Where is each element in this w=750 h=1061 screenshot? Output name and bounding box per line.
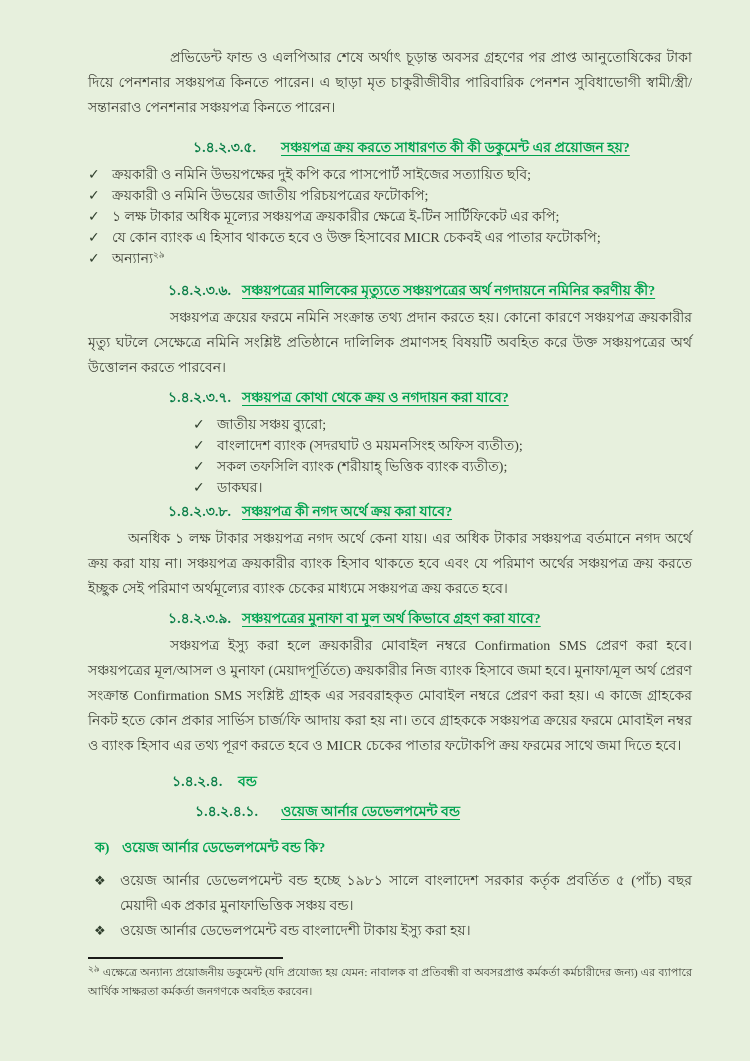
section-title: সঞ্চয়পত্রের মুনাফা বা মূল অর্থ কিভাবে গ্রহণ করা যাবে? bbox=[242, 612, 541, 627]
question-label: ক) bbox=[95, 841, 110, 856]
section-number: ১.৪.২.৩.৫. bbox=[193, 141, 256, 156]
checklist-item bbox=[193, 478, 692, 499]
footnote-marker: ২৯ bbox=[153, 249, 165, 260]
section-title: সঞ্চয়পত্র কোথা থেকে ক্রয় ও নগদায়ন করা যাবে? bbox=[242, 391, 509, 406]
check-icon: ✓ bbox=[88, 167, 100, 183]
bond-points-list bbox=[94, 869, 692, 944]
section-number: ১.৪.২.৪. bbox=[172, 775, 223, 790]
check-icon: ✓ bbox=[88, 230, 100, 246]
section-heading-1-4-2-3-7 bbox=[168, 387, 692, 411]
section-heading-1-4-2-4 bbox=[172, 771, 692, 795]
checklist-item bbox=[193, 457, 692, 478]
section-heading-1-4-2-3-8 bbox=[168, 501, 692, 525]
check-icon: ✓ bbox=[193, 438, 205, 454]
section-number: ১.৪.২.৩.৮. bbox=[168, 505, 231, 520]
question-line bbox=[95, 837, 692, 861]
checklist-item-text bbox=[112, 249, 165, 270]
section-number: ১.৪.২.৩.৭. bbox=[168, 391, 231, 406]
section-title: সঞ্চয়পত্র কী নগদ অর্থে ক্রয় করা যাবে? bbox=[242, 505, 453, 520]
section-heading-1-4-2-3-9 bbox=[168, 608, 692, 632]
checklist-item bbox=[193, 415, 692, 436]
section-title: ওয়েজ আর্নার ডেভেলপমেন্ট বন্ড bbox=[281, 805, 461, 820]
required-documents-checklist bbox=[88, 165, 692, 270]
check-icon: ✓ bbox=[193, 480, 205, 496]
checklist-item bbox=[88, 165, 692, 186]
footnote-marker: ২৯ bbox=[88, 963, 100, 974]
checklist-item bbox=[88, 186, 692, 207]
checklist-item bbox=[88, 249, 692, 270]
diamond-bullet-icon: ❖ bbox=[94, 874, 106, 889]
section-heading-1-4-2-4-1 bbox=[195, 801, 692, 825]
checklist-item-text: যে কোন ব্যাংক এ হিসাব থাকতে হবে ও উক্ত হিসাবের MICR চেকবই এর পাতার ফটোকপি; bbox=[112, 231, 601, 246]
footnote bbox=[88, 964, 692, 1002]
list-item-text: ওয়েজ আর্নার ডেভেলপমেন্ট বন্ড বাংলাদেশী টাকায় ইস্যু করা হয়। bbox=[120, 924, 471, 939]
list-item bbox=[94, 869, 692, 919]
check-icon: ✓ bbox=[88, 209, 100, 225]
checklist-item bbox=[88, 207, 692, 228]
checklist-item-text: সকল তফসিলি ব্যাংক (শরীয়াহ্‌ ভিত্তিক ব্যাংক ব্যতীত); bbox=[217, 460, 508, 475]
section-number: ১.৪.২.৩.৬. bbox=[168, 284, 231, 299]
check-icon: ✓ bbox=[88, 251, 100, 267]
list-item-text: ওয়েজ আর্নার ডেভেলপমেন্ট বন্ড হচ্ছে ১৯৮১ সালে বাংলাদেশ সরকার কর্তৃক প্রবর্তিত ৫ (পাঁচ) বছর মেয়াদী এক প্রকার মুনাফাভিত্তিক সঞ্চয় বন্ড। bbox=[120, 874, 692, 914]
question-text: ওয়েজ আর্নার ডেভেলপমেন্ট বন্ড কি? bbox=[122, 841, 326, 856]
check-icon: ✓ bbox=[88, 188, 100, 204]
checklist-item-label: অন্যান্য bbox=[112, 252, 154, 267]
checklist-item-text: ডাকঘর। bbox=[217, 481, 263, 496]
section-heading-1-4-2-3-6 bbox=[168, 280, 692, 304]
checklist-item-text: ক্রয়কারী ও নমিনি উভয়ের জাতীয় পরিচয়পত্রের ফটোকপি; bbox=[112, 189, 429, 204]
nominee-paragraph: সঞ্চয়পত্র ক্রয়ের ফরমে নমিনি সংক্রান্ত তথ্য প্রদান করতে হয়। কোনো কারণে সঞ্চয়পত্র ক্রয়কারীর মৃত্যু ঘটলে সেক্ষেত্রে নমিনি সংশ্লিষ্ট প্রতিষ্ঠানে দালিলিক প্রমাণসহ বিষয়টি অবহিত করে উক্ত সঞ্চয়পত্রের অর্থ উত্তোলন করতে পারবেন। bbox=[88, 311, 692, 376]
intro-paragraph: প্রভিডেন্ট ফান্ড ও এলপিআর শেষে অর্থাৎ চূড়ান্ত অবসর গ্রহণের পর প্রাপ্ত আনুতোষিকের টাকা দিয়ে পেনশনার সঞ্চয়পত্র কিনতে পারেন। এ ছাড়া মৃত চাকুরীজীবীর পারিবারিক পেনশন সুবিধাভোগী স্বামী/স্ত্রী/সন্তানরাও পেনশনার সঞ্চয়পত্র কিনতে পারেন। bbox=[88, 51, 692, 116]
check-icon: ✓ bbox=[193, 459, 205, 475]
checklist-item-text: ১ লক্ষ টাকার অধিক মূল্যের সঞ্চয়পত্র ক্রয়কারীর ক্ষেত্রে ই-টিন সার্টিফিকেট এর কপি; bbox=[112, 210, 560, 225]
diamond-bullet-icon: ❖ bbox=[94, 924, 106, 939]
footnote-text: এক্ষেত্রে অন্যান্য প্রয়োজনীয় ডকুমেন্ট (যদি প্রযোজ্য হয় যেমন: নাবালক বা প্রতিবন্ধী বা অবসরপ্রাপ্ত কর্মকর্তা কর্মচারীদের জন্য) এর ব্যাপারে আর্থিক সাক্ষরতা কর্মকর্তা জনগণকে অবহিত করবেন। bbox=[88, 967, 692, 998]
checklist-item-text: বাংলাদেশ ব্যাংক (সদরঘাট ও ময়মনসিংহ অফিস ব্যতীত); bbox=[217, 439, 523, 454]
checklist-item bbox=[193, 436, 692, 457]
section-number: ১.৪.২.৪.১. bbox=[195, 805, 258, 820]
list-item bbox=[94, 919, 692, 944]
footnote-divider bbox=[88, 957, 283, 959]
cash-purchase-paragraph: অনধিক ১ লক্ষ টাকার সঞ্চয়পত্র নগদ অর্থে কেনা যায়। এর অধিক টাকার সঞ্চয়পত্র বর্তমানে নগদ অর্থে ক্রয় করা যায় না। সঞ্চয়পত্র ক্রয়কারীর ব্যাংক হিসাব থাকতে হবে এবং যে পরিমাণ অর্থের সঞ্চয়পত্র ক্রয় করতে ইচ্ছুক সেই পরিমাণ অর্থমূল্যের ব্যাংক চেকের মাধ্যমে সঞ্চয়পত্র ক্রয় করতে হবে। bbox=[88, 532, 692, 597]
section-title: সঞ্চয়পত্রের মালিকের মৃত্যুতে সঞ্চয়পত্রের অর্থ নগদায়নে নমিনির করণীয় কী? bbox=[242, 284, 656, 299]
profit-receipt-paragraph: সঞ্চয়পত্র ইস্যু করা হলে ক্রয়কারীর মোবাইল নম্বরে Confirmation SMS প্রেরণ করা হবে। সঞ্চয়পত্রের মূল/আসল ও মুনাফা (মেয়াদপূর্তিতে) ক্রয়কারীর নিজ ব্যাংক হিসাবে জমা হবে। মুনাফা/মূল অর্থ প্রেরণ সংক্রান্ত Confirmation SMS সংশ্লিষ্ট গ্রাহক এর সরবরাহকৃত মোবাইল নম্বরে প্রেরণ করা হয়। এ কাজে গ্রাহকের নিকট হতে কোন প্রকার সার্ভিস চার্জ/ফি আদায় করা হয় না। তবে গ্রাহককে সঞ্চয়পত্র ক্রয়ের ফরমে মোবাইল নম্বর ও ব্যাংক হিসাব এর তথ্য পূরণ করতে হবে ও MICR চেকের পাতার ফটোকপি ক্রয় ফরমের সাথে জমা দিতে হবে। bbox=[88, 639, 692, 754]
purchase-locations-checklist bbox=[193, 415, 692, 499]
check-icon: ✓ bbox=[193, 417, 205, 433]
section-title: বন্ড bbox=[238, 775, 257, 790]
checklist-item-text: জাতীয় সঞ্চয় ব্যুরো; bbox=[217, 418, 327, 433]
checklist-item bbox=[88, 228, 692, 249]
section-number: ১.৪.২.৩.৯. bbox=[168, 612, 231, 627]
section-heading-1-4-2-3-5 bbox=[193, 137, 692, 161]
checklist-item-text: ক্রয়কারী ও নমিনি উভয়পক্ষের দুই কপি করে পাসপোর্ট সাইজের সত্যায়িত ছবি; bbox=[112, 168, 532, 183]
section-title: সঞ্চয়পত্র ক্রয় করতে সাধারণত কী কী ডকুমেন্ট এর প্রয়োজন হয়? bbox=[281, 141, 630, 156]
